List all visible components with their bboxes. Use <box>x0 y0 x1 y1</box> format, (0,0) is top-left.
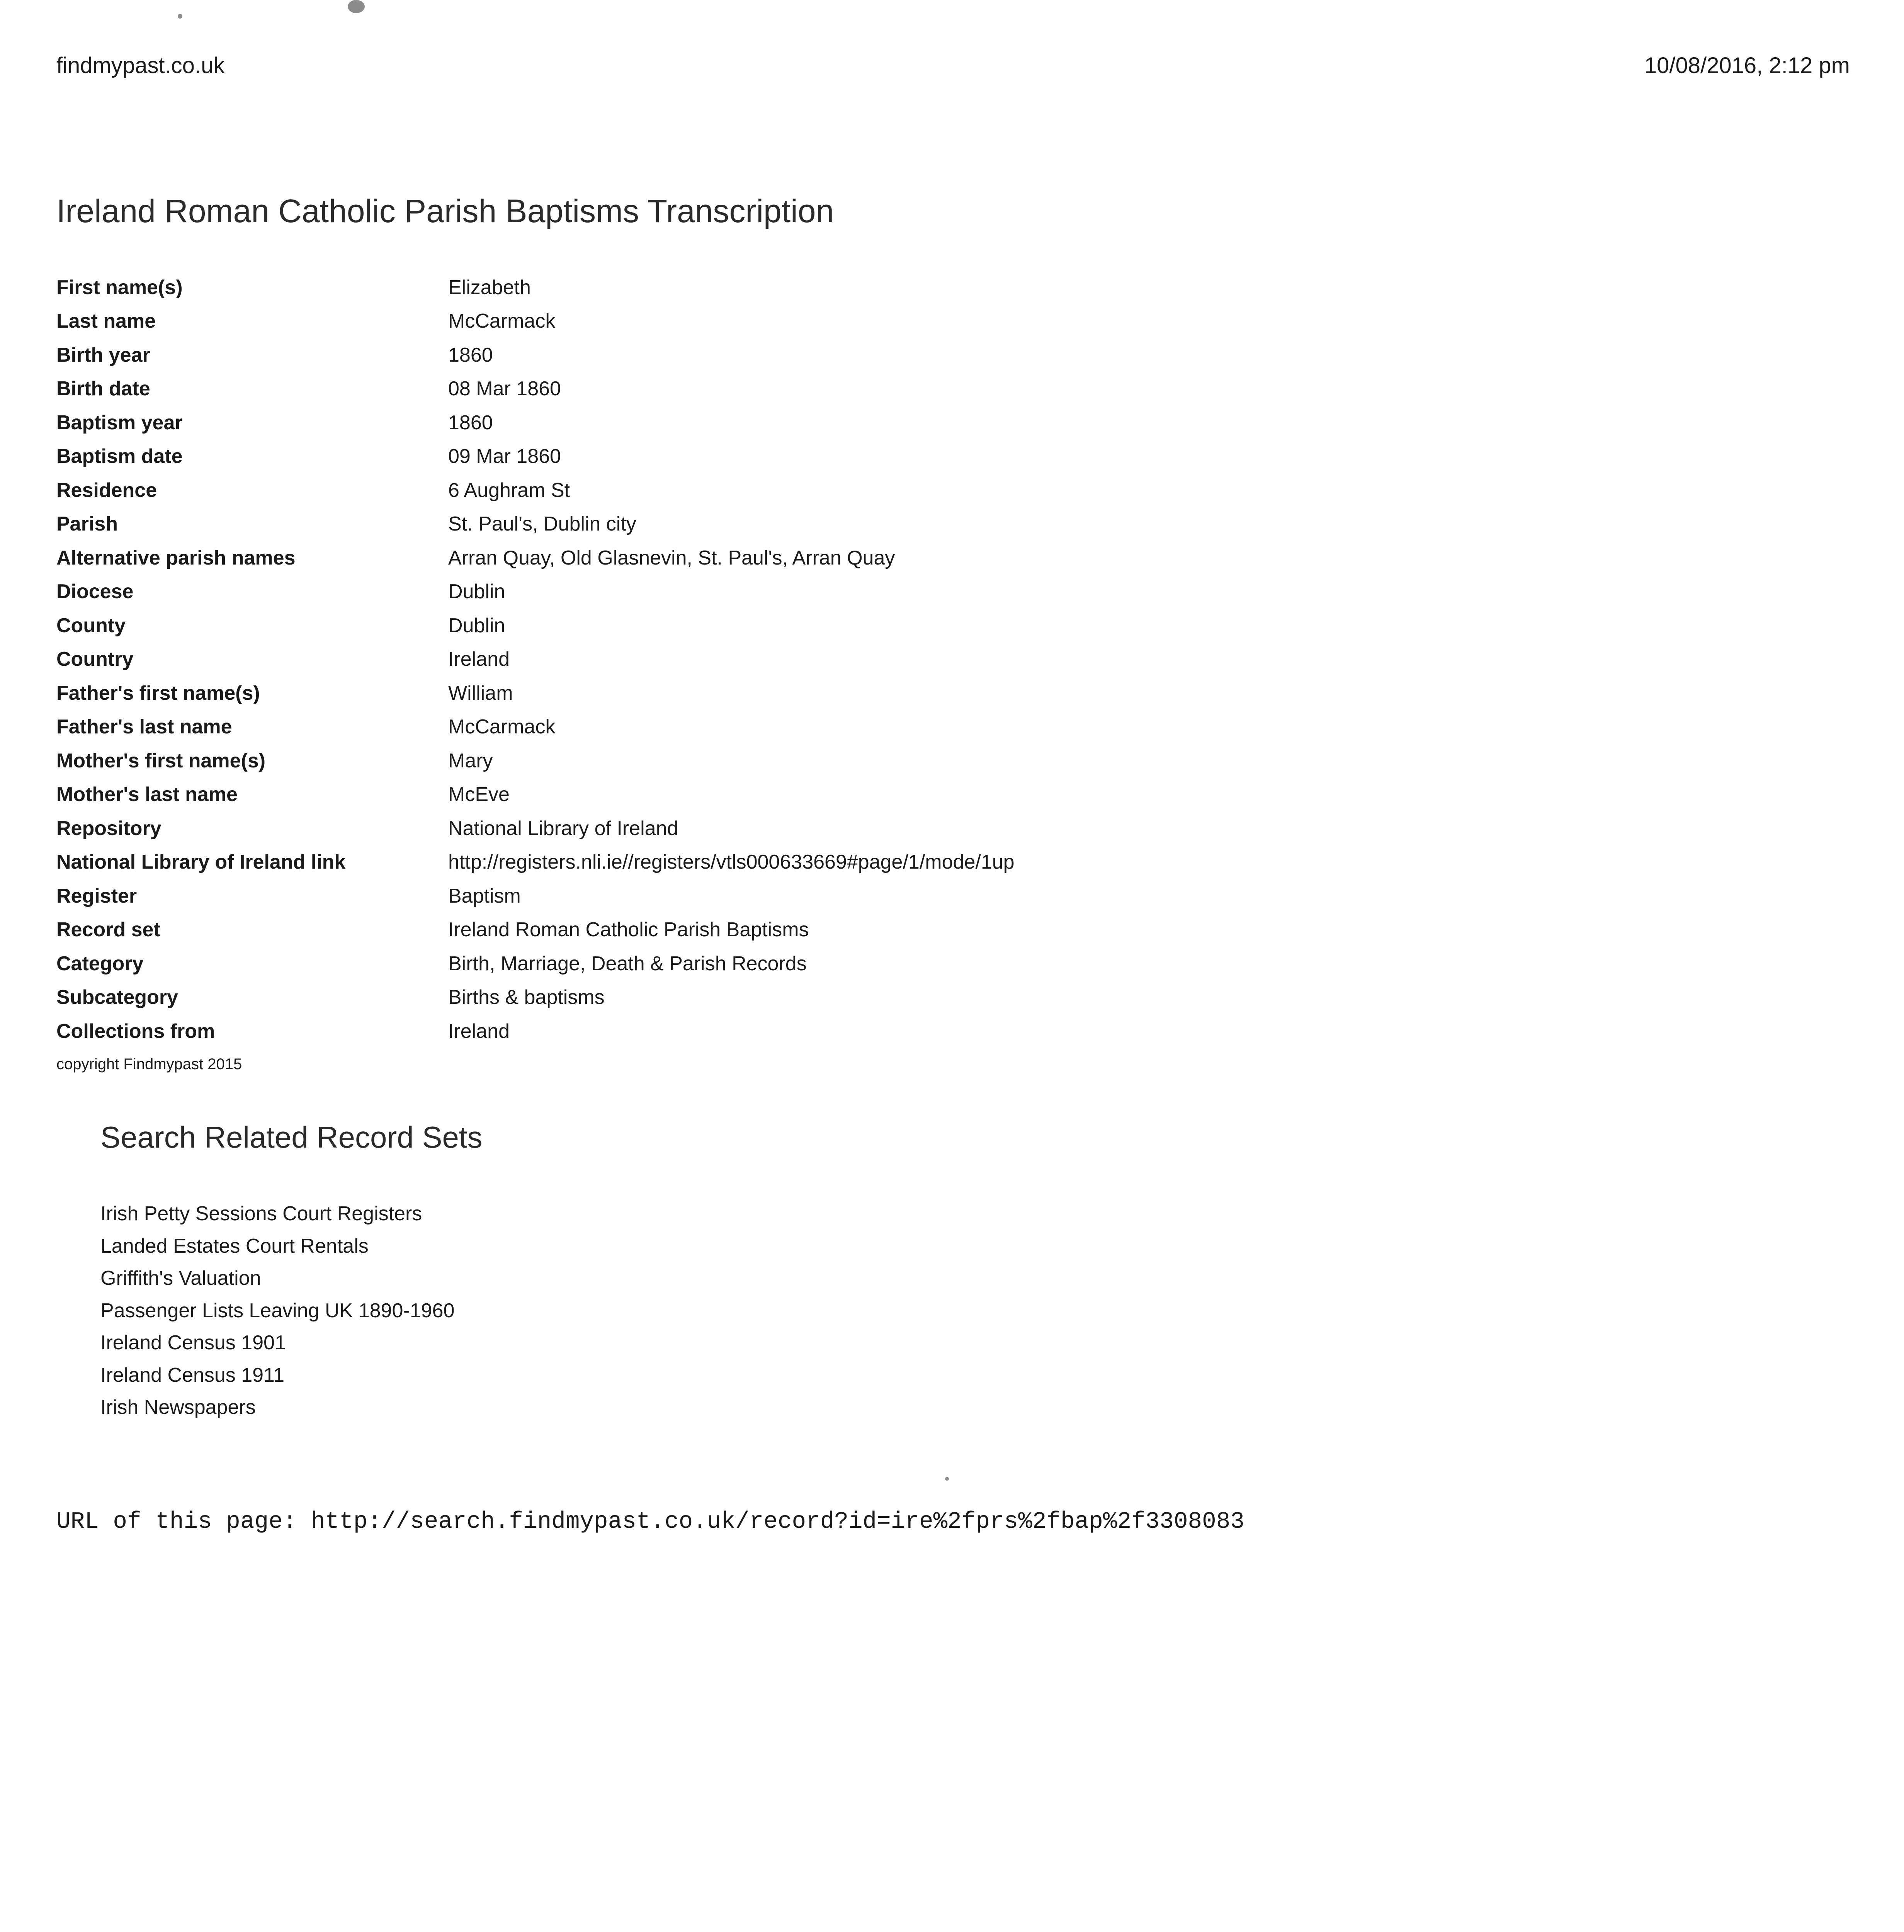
scan-speck <box>348 0 365 13</box>
record-field-row <box>56 406 1015 440</box>
field-value: McCarmack <box>448 716 556 738</box>
field-value: http://registers.nli.ie//registers/vtls000633669#page/1/mode/1up <box>448 851 1015 874</box>
field-value: Mary <box>448 749 493 772</box>
record-field-row <box>56 609 1015 643</box>
field-value: National Library of Ireland <box>448 817 678 840</box>
field-label: Birth date <box>56 378 150 400</box>
field-label: Country <box>56 648 134 671</box>
field-label: National Library of Ireland link <box>56 851 346 874</box>
record-field-row <box>56 643 1015 677</box>
field-value: 1860 <box>448 344 493 366</box>
record-field-row <box>56 676 1015 710</box>
field-label: County <box>56 614 126 637</box>
field-value: McEve <box>448 783 510 806</box>
field-value: 1860 <box>448 411 493 434</box>
field-value: McCarmack <box>448 310 556 333</box>
field-label: Diocese <box>56 580 134 603</box>
record-rows <box>56 270 1015 1048</box>
field-label: Mother's last name <box>56 783 238 806</box>
related-record-sets-heading: Search Related Record Sets <box>100 1120 483 1154</box>
scan-speck <box>178 14 182 19</box>
scan-speck <box>945 1477 949 1481</box>
page-url-line: URL of this page: http://search.findmypast.co.uk/record?id=ire%2fprs%2fbap%2f3308083 <box>56 1509 1244 1535</box>
field-label: Subcategory <box>56 986 178 1009</box>
field-label: First name(s) <box>56 276 183 299</box>
field-value: 08 Mar 1860 <box>448 378 561 400</box>
record-field-row <box>56 338 1015 372</box>
field-label: Father's last name <box>56 716 232 738</box>
field-label: Baptism year <box>56 411 183 434</box>
field-label: Register <box>56 884 137 907</box>
record-field-row <box>56 710 1015 744</box>
field-label: Mother's first name(s) <box>56 749 266 772</box>
print-header-site: findmypast.co.uk <box>56 53 225 78</box>
record-field-row <box>56 270 1015 304</box>
field-label: Birth year <box>56 344 150 366</box>
record-field-row <box>56 1014 1015 1048</box>
field-label: Parish <box>56 513 118 536</box>
field-value: Arran Quay, Old Glasnevin, St. Paul's, Arran Quay <box>448 546 895 569</box>
related-record-set-link[interactable]: Ireland Census 1901 <box>100 1332 286 1354</box>
record-field-row <box>56 304 1015 338</box>
record-field-row <box>56 981 1015 1015</box>
field-value: Baptism <box>448 884 521 907</box>
page-title: Ireland Roman Catholic Parish Baptisms Transcription <box>56 193 834 229</box>
related-record-sets-list <box>100 1198 454 1424</box>
field-value: 6 Aughram St <box>448 479 570 502</box>
record-field-row <box>56 473 1015 507</box>
field-value: Ireland <box>448 648 510 671</box>
record-field-row <box>56 575 1015 609</box>
record-field-row <box>56 778 1015 812</box>
field-value: Births & baptisms <box>448 986 605 1009</box>
record-details-table <box>56 270 1015 1048</box>
record-field-row <box>56 744 1015 778</box>
field-label: Last name <box>56 310 156 333</box>
record-field-row <box>56 879 1015 913</box>
field-label: Category <box>56 952 144 975</box>
field-value: William <box>448 682 513 704</box>
field-label: Father's first name(s) <box>56 682 260 704</box>
field-label: Record set <box>56 918 160 941</box>
field-value: 09 Mar 1860 <box>448 445 561 468</box>
print-header-datetime: 10/08/2016, 2:12 pm <box>1644 53 1850 78</box>
record-field-row <box>56 811 1015 845</box>
field-value: Elizabeth <box>448 276 531 299</box>
related-record-set-link[interactable]: Landed Estates Court Rentals <box>100 1235 369 1257</box>
related-record-set-link[interactable]: Griffith's Valuation <box>100 1267 261 1289</box>
field-value: Birth, Marriage, Death & Parish Records <box>448 952 807 975</box>
field-value: St. Paul's, Dublin city <box>448 513 636 536</box>
record-field-row <box>56 440 1015 474</box>
field-label: Repository <box>56 817 162 840</box>
record-field-row <box>56 372 1015 406</box>
record-field-row <box>56 845 1015 879</box>
copyright-notice: copyright Findmypast 2015 <box>56 1056 242 1073</box>
related-record-set-link[interactable]: Irish Newspapers <box>100 1396 256 1418</box>
field-value: Dublin <box>448 614 505 637</box>
record-field-row <box>56 507 1015 541</box>
field-value: Ireland <box>448 1020 510 1043</box>
field-label: Alternative parish names <box>56 546 296 569</box>
record-field-row <box>56 913 1015 947</box>
field-value: Dublin <box>448 580 505 603</box>
field-label: Baptism date <box>56 445 183 468</box>
record-field-row <box>56 541 1015 575</box>
field-value: Ireland Roman Catholic Parish Baptisms <box>448 918 809 941</box>
field-label: Collections from <box>56 1020 215 1043</box>
related-record-set-link[interactable]: Passenger Lists Leaving UK 1890-1960 <box>100 1299 455 1322</box>
field-label: Residence <box>56 479 157 502</box>
record-field-row <box>56 947 1015 981</box>
related-record-set-link[interactable]: Irish Petty Sessions Court Registers <box>100 1202 422 1225</box>
related-record-set-link[interactable]: Ireland Census 1911 <box>100 1364 285 1386</box>
